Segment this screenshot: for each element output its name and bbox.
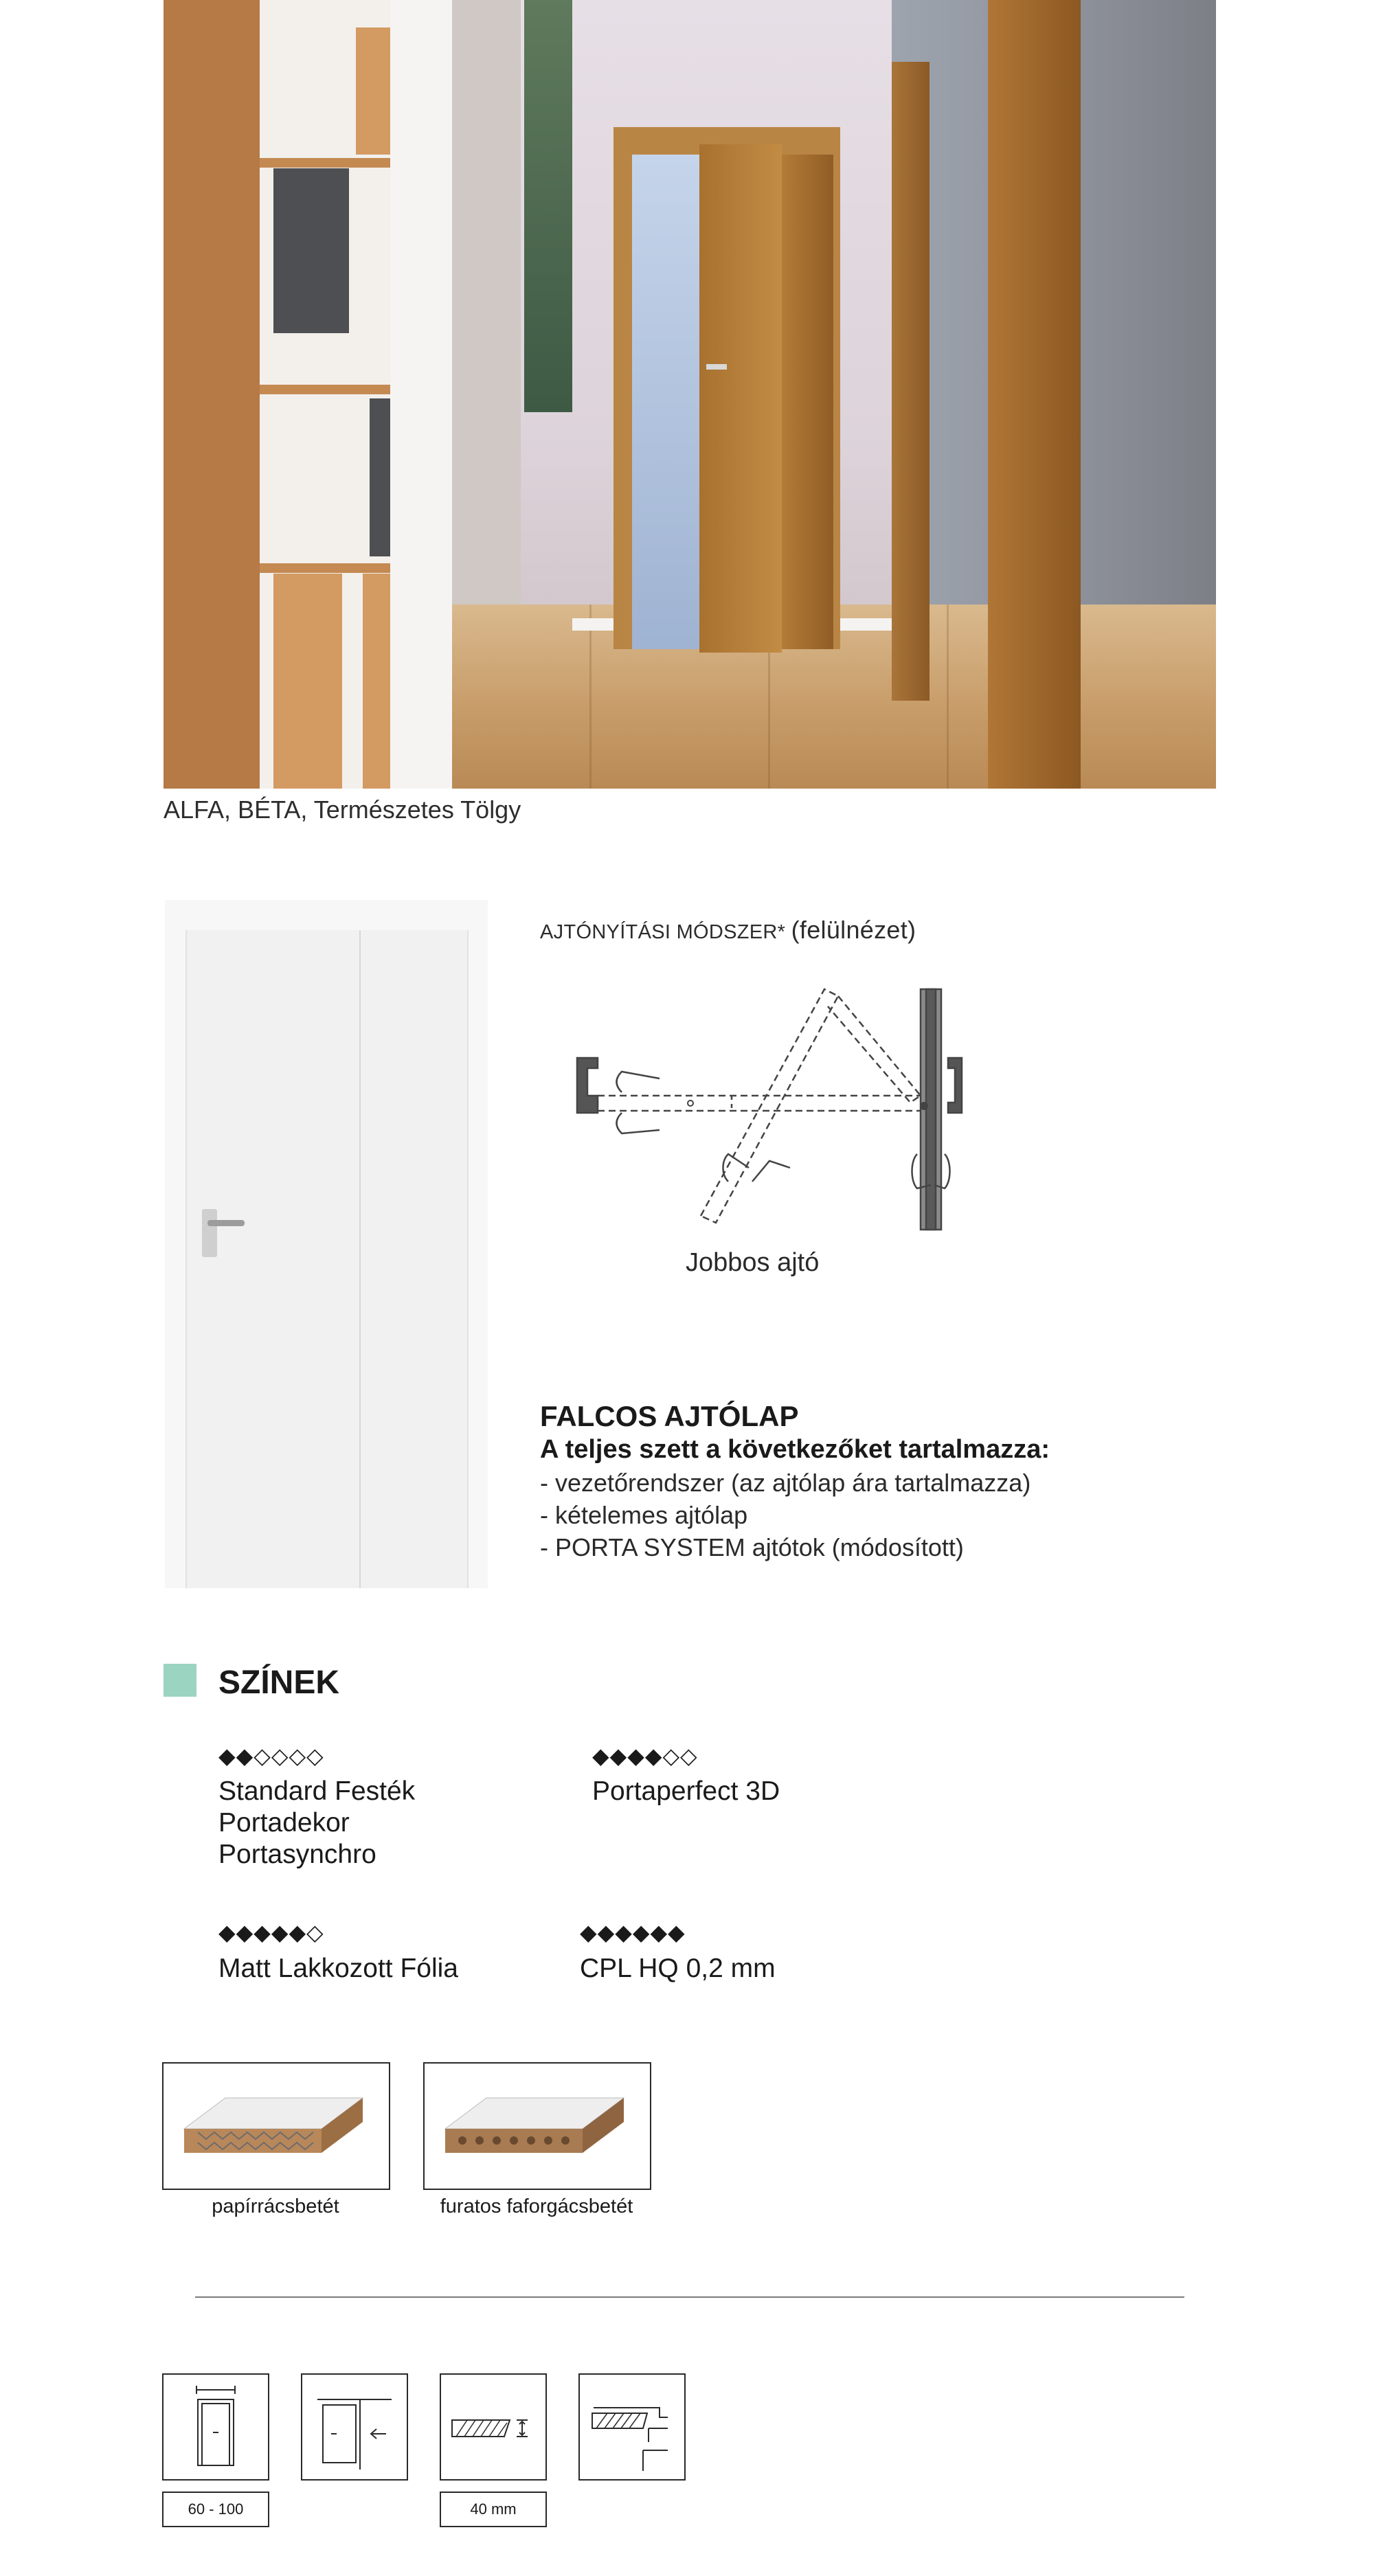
filled-diamond-icon: ◆	[271, 1920, 289, 1945]
empty-diamond-icon: ◇	[254, 1743, 271, 1768]
filled-diamond-icon: ◆	[609, 1743, 628, 1768]
filled-diamond-icon: ◆	[218, 1743, 236, 1768]
photo-caption: ALFA, BÉTA, Természetes Tölgy	[164, 795, 521, 824]
empty-diamond-icon: ◇	[271, 1743, 289, 1768]
color-name: Portaperfect 3D	[592, 1776, 780, 1806]
filled-diamond-icon: ◆	[650, 1920, 668, 1945]
list-item: - vezetőrendszer (az ajtólap ára tartalmazza)	[540, 1469, 1031, 1497]
filled-diamond-icon: ◆	[627, 1743, 645, 1768]
opening-method-title-sub: (felülnézet)	[791, 916, 916, 944]
door-thickness-value: 40 mm	[440, 2492, 547, 2527]
opening-method-diagram	[563, 975, 1017, 1236]
list-item: - PORTA SYSTEM ajtótok (módosított)	[540, 1533, 964, 1561]
tubular-chipboard-core-icon	[423, 2062, 651, 2190]
empty-diamond-icon: ◇	[680, 1743, 698, 1768]
rebated-edge-icon	[578, 2373, 686, 2481]
filled-diamond-icon: ◆	[632, 1920, 651, 1945]
quality-rating-icons	[218, 1921, 324, 1943]
core-label: papírrácsbetét	[212, 2195, 339, 2217]
color-name: CPL HQ 0,2 mm	[580, 1954, 776, 1983]
opening-method-title	[540, 916, 916, 945]
hero-photo	[164, 0, 1216, 789]
color-name: Matt Lakkozott Fólia	[218, 1954, 458, 1983]
door-width-value: 60 - 100	[162, 2492, 269, 2527]
color-name: Portasynchro	[218, 1840, 376, 1869]
empty-diamond-icon: ◇	[662, 1743, 681, 1768]
color-name: Portadekor	[218, 1808, 350, 1838]
filled-diamond-icon: ◆	[236, 1743, 254, 1768]
color-group-names	[218, 1776, 415, 1871]
product-title: FALCOS AJTÓLAP	[540, 1400, 799, 1432]
divider	[195, 2296, 1184, 2298]
filled-diamond-icon: ◆	[592, 1743, 610, 1768]
empty-diamond-icon: ◇	[289, 1743, 307, 1768]
filled-diamond-icon: ◆	[580, 1920, 598, 1945]
color-group-names	[592, 1776, 780, 1807]
colors-section-title: SZÍNEK	[218, 1664, 340, 1701]
filled-diamond-icon: ◆	[597, 1920, 616, 1945]
quality-rating-icons	[580, 1921, 686, 1943]
door-thickness-icon	[440, 2373, 547, 2481]
filled-diamond-icon: ◆	[644, 1743, 663, 1768]
filled-diamond-icon: ◆	[254, 1920, 271, 1945]
filled-diamond-icon: ◆	[289, 1920, 307, 1945]
product-subtitle: A teljes szett a következőket tartalmazza:	[540, 1435, 1050, 1464]
door-width-icon	[162, 2373, 269, 2481]
section-accent-square	[164, 1664, 196, 1697]
filled-diamond-icon: ◆	[218, 1920, 236, 1945]
honeycomb-core-icon	[162, 2062, 390, 2190]
core-label: furatos faforgácsbetét	[440, 2195, 633, 2217]
color-name: Standard Festék	[218, 1776, 416, 1806]
folding-opening-icon	[301, 2373, 408, 2481]
quality-rating-icons	[218, 1745, 324, 1767]
opening-method-label: Jobbos ajtó	[686, 1248, 820, 1277]
filled-diamond-icon: ◆	[236, 1920, 254, 1945]
opening-method-title-main: AJTÓNYÍTÁSI MÓDSZER*	[540, 921, 786, 943]
list-item: - kételemes ajtólap	[540, 1501, 748, 1529]
door-product-image	[165, 900, 488, 1588]
product-contents-list	[540, 1467, 1030, 1563]
empty-diamond-icon: ◇	[306, 1743, 324, 1768]
color-group-names	[218, 1953, 458, 1985]
filled-diamond-icon: ◆	[668, 1920, 686, 1945]
quality-rating-icons	[592, 1745, 698, 1767]
filled-diamond-icon: ◆	[615, 1920, 633, 1945]
empty-diamond-icon: ◇	[306, 1920, 324, 1945]
color-group-names	[580, 1953, 776, 1985]
